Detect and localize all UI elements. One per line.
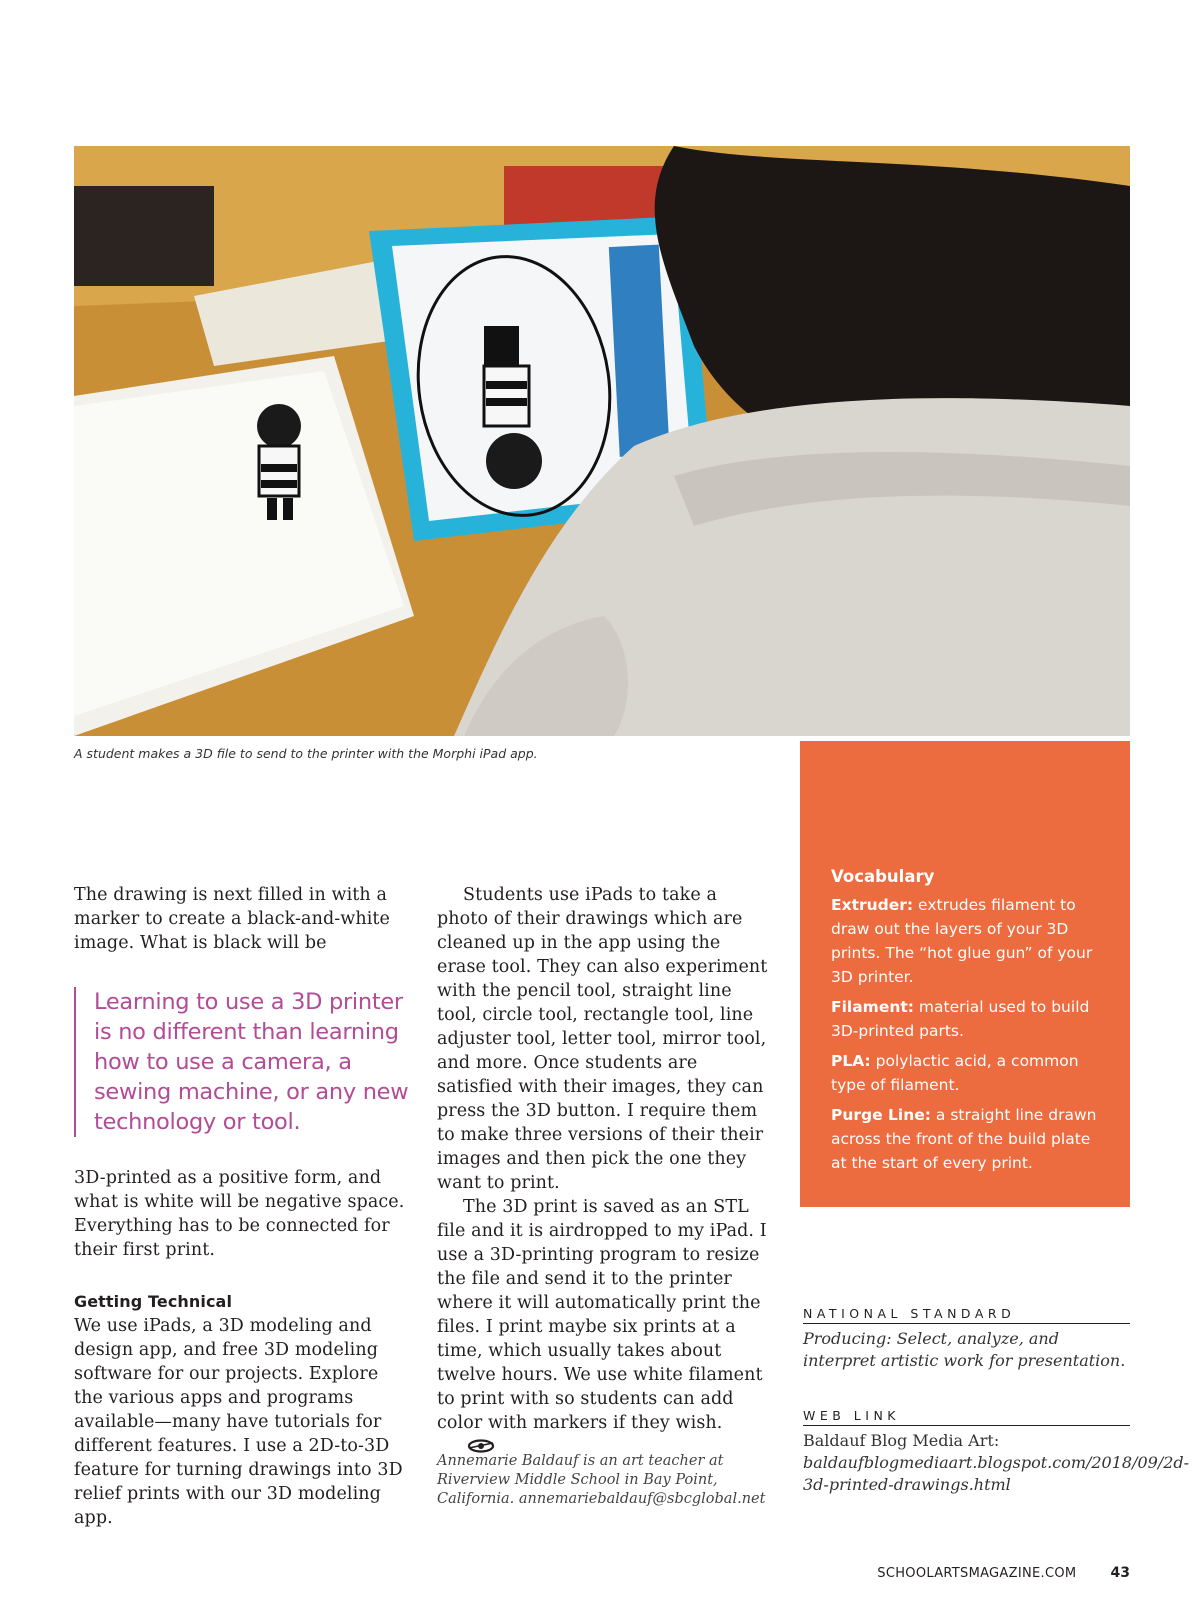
vocabulary-title: Vocabulary: [831, 867, 935, 886]
vocab-entry: [831, 1103, 1108, 1175]
student-ipad-photo: [74, 146, 1130, 736]
web-link-name: Baldauf Blog Media Art:: [803, 1431, 1000, 1450]
vocabulary-box: [800, 741, 1130, 1207]
web-link-url[interactable]: baldaufblogmediaart.blogspot.com/2018/09/2d-3d-printed-drawings.html: [803, 1453, 1190, 1494]
vocab-term: Extruder:: [831, 896, 914, 914]
page-number: 43: [1110, 1565, 1130, 1581]
body-paragraph: 3D-printed as a positive form, and what is white will be negative space. Everything has to be connected for their first print.: [74, 1168, 405, 1260]
body-paragraph: [437, 1195, 769, 1460]
pull-quote: Learning to use a 3D printer is no different than learning how to use a camera, a sewing machine, or any new technology or tool.: [74, 987, 420, 1137]
page-footer: [877, 1565, 1130, 1581]
national-standard-label: NATIONAL STANDARD: [803, 1306, 1130, 1324]
body-paragraph-text: The 3D print is saved as an STL file and it is airdropped to my iPad. I use a 3D-printing program to resize the file and send it to the printer where it will automatically print the files. I print maybe six prints at a time, which usually takes about twelve hours. We use white filament to print with so students can add color with markers if they wish.: [437, 1197, 767, 1433]
photo-illustration: [74, 146, 1130, 736]
vocab-term: Purge Line:: [831, 1106, 931, 1124]
vocab-definition: polylactic acid, a common type of filament.: [831, 1052, 1079, 1094]
article-column-1-middle: [74, 1166, 410, 1262]
vocab-entry: [831, 995, 1108, 1043]
footer-site: SCHOOLARTSMAGAZINE.COM: [877, 1566, 1077, 1581]
body-paragraph: The drawing is next filled in with a marker to create a black-and-white image. What is black will be: [74, 885, 391, 953]
body-paragraph: We use iPads, a 3D modeling and design app, and free 3D modeling software for our projects. Explore the various apps and programs available—many have tutorials for different features. I use a 2D-to-3D feature for turning drawings into 3D relief prints with our 3D modeling app.: [74, 1316, 403, 1528]
vocab-entry: [831, 1049, 1108, 1097]
vocab-term: Filament:: [831, 998, 914, 1016]
national-standard-text: Producing: Select, analyze, and interpret artistic work for presentation.: [803, 1329, 1126, 1370]
body-paragraph: Students use iPads to take a photo of their drawings which are cleaned up in the app using the erase tool. They can also experiment with the pencil tool, straight line tool, circle tool, rectangle tool, line adjuster tool, letter tool, mirror tool, and more. Once students are satisfied with their images, they can press the 3D button. I require them to make three versions of their their images and then pick the one they want to print.: [437, 885, 768, 1193]
vocab-entry: [831, 893, 1108, 989]
vocab-definition: extrudes filament to draw out the layers of your 3D prints. The “hot glue gun” of your 3D printer.: [831, 896, 1093, 986]
web-link-label: WEB LINK: [803, 1408, 1130, 1426]
vocab-term: PLA:: [831, 1052, 871, 1070]
photo-caption: A student makes a 3D file to send to the printer with the Morphi iPad app.: [74, 746, 538, 761]
web-link-block: [803, 1430, 1190, 1496]
vocab-definition: material used to build 3D-printed parts.: [831, 998, 1090, 1040]
article-column-1-bottom: [74, 1290, 410, 1530]
article-column-2: [437, 883, 769, 1460]
author-bio: Annemarie Baldauf is an art teacher at Riverview Middle School in Bay Point, California. annemariebaldauf@sbcglobal.net: [437, 1453, 766, 1507]
section-subhead: Getting Technical: [74, 1292, 233, 1311]
article-column-1-top: [74, 883, 400, 955]
vocab-definition: a straight line drawn across the front of the build plate at the start of every print.: [831, 1106, 1097, 1172]
